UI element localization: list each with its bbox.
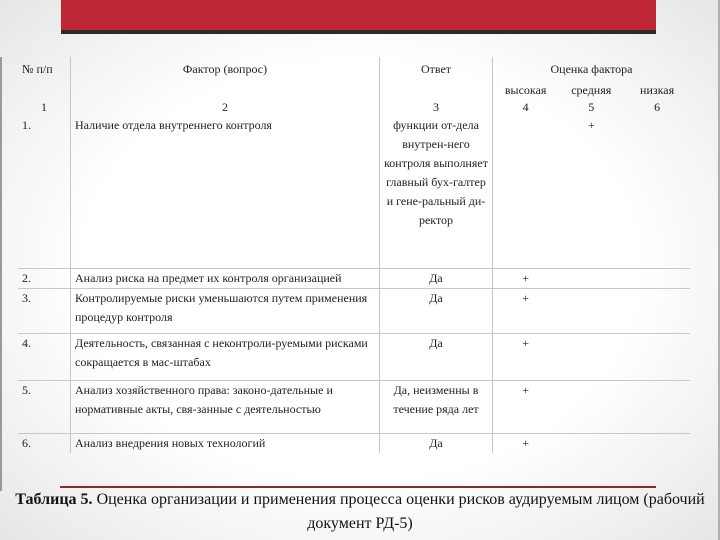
header-assessment: Оценка фактора bbox=[493, 57, 691, 82]
header-low: низкая bbox=[640, 83, 675, 97]
row-low bbox=[624, 334, 690, 381]
table-row bbox=[18, 434, 690, 454]
row-answer: Да, неизменны в течение ряда лет bbox=[380, 381, 493, 434]
row-factor: Контролируемые риски уменьшаются путем применения процедур контроля bbox=[71, 289, 380, 334]
header-num: № п/п bbox=[22, 62, 53, 76]
row-factor: Анализ хозяйственного права: законо-дательные и нормативные акты, свя-занные с деятельностью bbox=[71, 381, 380, 434]
row-answer: Да bbox=[380, 334, 493, 381]
row-factor: Наличие отдела внутреннего контроля bbox=[71, 116, 380, 269]
row-answer: Да bbox=[380, 289, 493, 334]
row-high: + bbox=[493, 269, 559, 289]
row-num: 4. bbox=[18, 334, 71, 381]
row-factor: Анализ внедрения новых технологий bbox=[71, 434, 380, 454]
row-medium bbox=[558, 434, 624, 454]
header-medium: средняя bbox=[571, 83, 612, 97]
table-row bbox=[18, 269, 690, 289]
header-high: высокая bbox=[493, 82, 559, 98]
col-number: 3 bbox=[380, 98, 493, 116]
row-high: + bbox=[493, 434, 559, 454]
row-factor: Анализ риска на предмет их контроля организацией bbox=[71, 269, 380, 289]
row-medium bbox=[558, 334, 624, 381]
row-num: 2. bbox=[18, 269, 71, 289]
col-number: 4 bbox=[493, 98, 559, 116]
col-number: 1 bbox=[41, 100, 47, 114]
row-medium: + bbox=[587, 118, 595, 132]
caption-text: Оценка организации и применения процесса оценки рисков аудируемым лицом (рабочий документ РД-5) bbox=[92, 491, 705, 532]
table-row bbox=[18, 116, 690, 269]
title-banner-underline bbox=[61, 30, 656, 34]
row-low bbox=[624, 434, 690, 454]
table-row bbox=[18, 334, 690, 381]
table-caption bbox=[0, 488, 720, 536]
row-low bbox=[624, 269, 690, 289]
column-numbers-row bbox=[18, 98, 690, 116]
row-high: + bbox=[493, 334, 559, 381]
table-header-row bbox=[18, 57, 690, 82]
left-border-line bbox=[0, 57, 2, 491]
header-answer: Ответ bbox=[380, 57, 493, 82]
row-low bbox=[624, 381, 690, 434]
row-num: 5. bbox=[18, 381, 71, 434]
col-number: 2 bbox=[71, 98, 380, 116]
row-high: + bbox=[493, 381, 559, 434]
row-num: 1. bbox=[22, 118, 31, 132]
row-num: 6. bbox=[18, 434, 71, 454]
table-row bbox=[18, 381, 690, 434]
row-medium bbox=[558, 289, 624, 334]
row-high bbox=[493, 116, 559, 269]
row-answer: Да bbox=[380, 269, 493, 289]
row-num: 3. bbox=[18, 289, 71, 334]
risk-assessment-table bbox=[18, 57, 690, 453]
row-medium bbox=[558, 269, 624, 289]
header-factor: Фактор (вопрос) bbox=[71, 57, 380, 82]
title-banner bbox=[61, 0, 656, 30]
col-number: 6 bbox=[654, 100, 661, 114]
caption-label: Таблица 5. bbox=[15, 491, 93, 508]
row-low bbox=[624, 116, 690, 269]
row-high: + bbox=[493, 289, 559, 334]
row-factor: Деятельность, связанная с неконтроли-руемыми рисками сокращается в мас-штабах bbox=[71, 334, 380, 381]
row-answer: Да bbox=[380, 434, 493, 454]
row-low bbox=[624, 289, 690, 334]
table-subheader-row bbox=[18, 82, 690, 98]
col-number: 5 bbox=[588, 100, 595, 114]
row-answer: функции от-дела внутрен-него контроля выполняет главный бух-галтер и гене-ральный ди-ректор bbox=[380, 116, 493, 269]
row-medium bbox=[558, 381, 624, 434]
table-row bbox=[18, 289, 690, 334]
